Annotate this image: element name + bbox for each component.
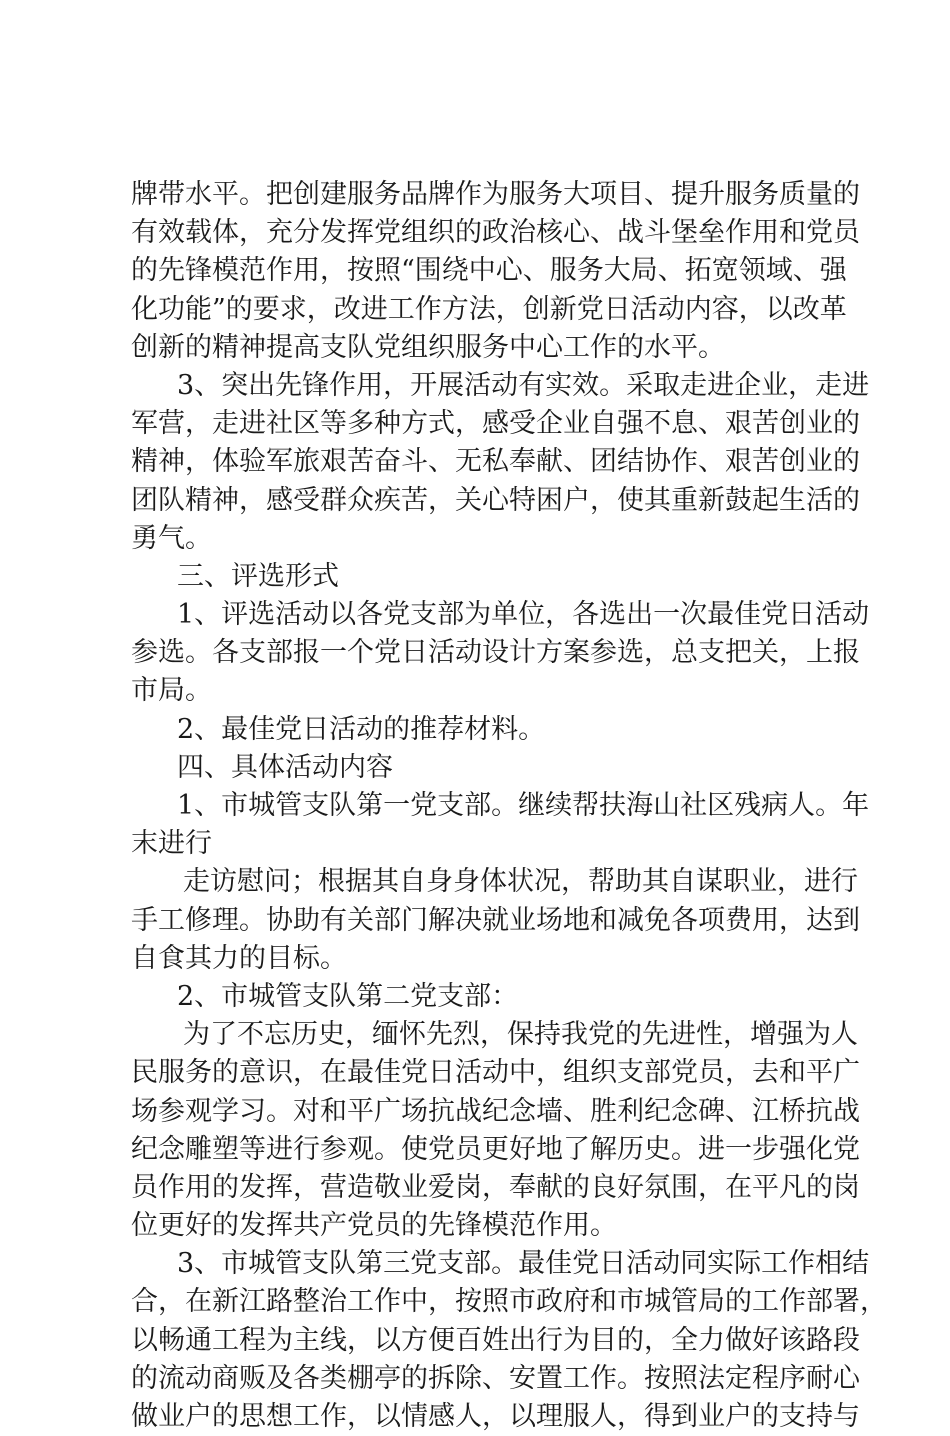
text-line: 参选。各支部报一个党日活动设计方案参选，总支把关，上报 bbox=[131, 637, 860, 669]
text-line: 精神，体验军旅艰苦奋斗、无私奉献、团结协作、艰苦创业的 bbox=[131, 446, 860, 478]
text-line: 员作用的发挥，营造敬业爱岗，奉献的良好氛围，在平凡的岗 bbox=[131, 1171, 860, 1203]
text-line: 场参观学习。对和平广场抗战纪念墙、胜利纪念碑、江桥抗战 bbox=[131, 1095, 860, 1127]
text-line: 走访慰问；根据其自身身体状况，帮助其自谋职业，进行 bbox=[183, 866, 858, 898]
text-line: 做业户的思想工作，以情感人，以理服人，得到业户的支持与 bbox=[131, 1401, 860, 1432]
text-line: 纪念雕塑等进行参观。使党员更好地了解历史。进一步强化党 bbox=[131, 1133, 860, 1165]
text-line: 1、评选活动以各党支部为单位，各选出一次最佳党日活动 bbox=[177, 599, 870, 631]
text-line: 化功能”的要求，改进工作方法，创新党日活动内容，以改革 bbox=[131, 293, 847, 325]
text-line: 2、市城管支队第二党支部： bbox=[177, 980, 519, 1012]
text-line: 3、突出先锋作用，开展活动有实效。采取走进企业，走进 bbox=[177, 369, 870, 401]
text-line: 团队精神，感受群众疾苦，关心特困户，使其重新鼓起生活的 bbox=[131, 484, 860, 516]
text-line: 2、最佳党日活动的推荐材料。 bbox=[177, 713, 546, 745]
text-line: 有效载体，充分发挥党组织的政治核心、战斗堡垒作用和党员 bbox=[131, 217, 860, 249]
text-line: 合，在新江路整治工作中，按照市政府和市城管局的工作部署， bbox=[131, 1286, 887, 1318]
text-line: 自食其力的目标。 bbox=[131, 942, 347, 974]
text-line: 3、市城管支队第三党支部。最佳党日活动同实际工作相结 bbox=[177, 1248, 870, 1280]
text-line: 市局。 bbox=[131, 675, 212, 707]
text-line: 末进行 bbox=[131, 828, 212, 860]
text-line: 军营，走进社区等多种方式，感受企业自强不息、艰苦创业的 bbox=[131, 408, 860, 440]
text-line: 的先锋模范作用，按照“围绕中心、服务大局、拓宽领域、强 bbox=[131, 255, 847, 287]
text-line: 勇气。 bbox=[131, 522, 212, 554]
document-body bbox=[131, 176, 887, 1436]
section-heading: 四、具体活动内容 bbox=[177, 751, 393, 783]
text-line: 民服务的意识，在最佳党日活动中，组织支部党员，去和平广 bbox=[131, 1057, 860, 1089]
text-line: 牌带水平。把创建服务品牌作为服务大项目、提升服务质量的 bbox=[131, 179, 860, 210]
text-line: 以畅通工程为主线，以方便百姓出行为目的，全力做好该路段 bbox=[131, 1324, 860, 1356]
text-line: 手工修理。协助有关部门解决就业场地和减免各项费用，达到 bbox=[131, 904, 860, 936]
section-heading: 三、评选形式 bbox=[177, 560, 339, 592]
text-line: 位更好的发挥共产党员的先锋模范作用。 bbox=[131, 1210, 617, 1242]
text-line: 创新的精神提高支队党组织服务中心工作的水平。 bbox=[131, 331, 725, 363]
text-line: 的流动商贩及各类棚亭的拆除、安置工作。按照法定程序耐心 bbox=[131, 1362, 860, 1394]
text-line: 为了不忘历史，缅怀先烈，保持我党的先进性，增强为人 bbox=[183, 1019, 858, 1051]
text-line: 1、市城管支队第一党支部。继续帮扶海山社区残病人。年 bbox=[177, 790, 870, 821]
